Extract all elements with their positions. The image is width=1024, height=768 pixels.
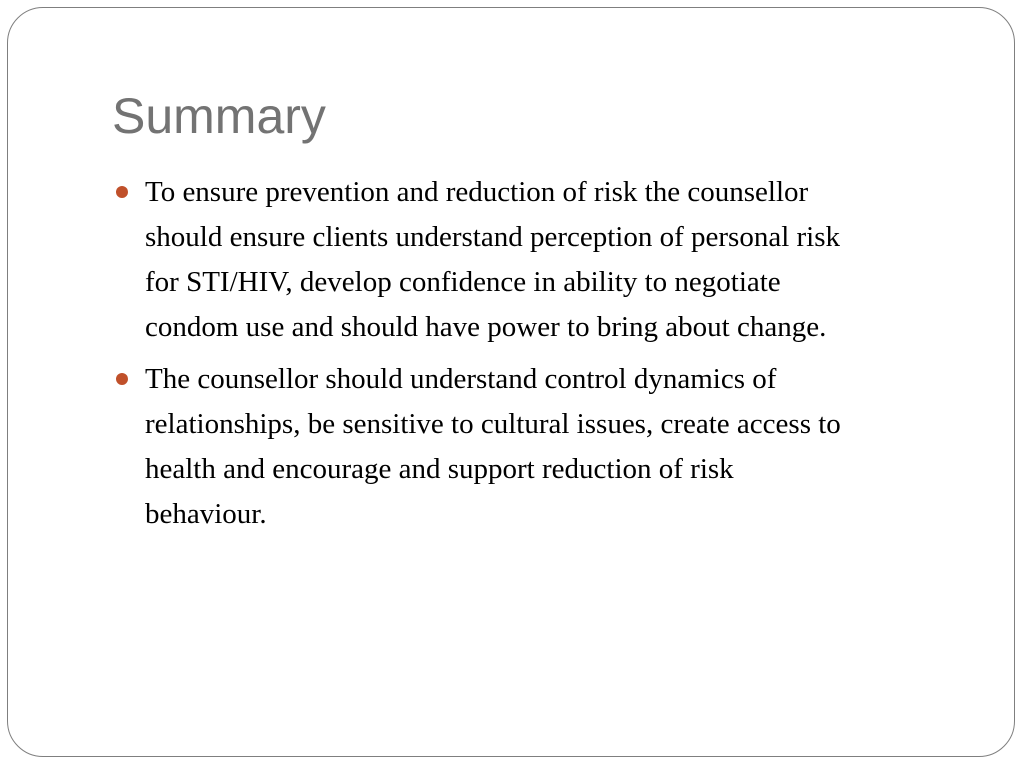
slide (7, 7, 1015, 757)
bullet-line: health and encourage and support reduction of risk (145, 453, 734, 485)
bullet-item (114, 170, 954, 350)
bullet-dot-icon (116, 186, 128, 198)
bullet-list (114, 170, 954, 544)
bullet-line: condom use and should have power to bring about change. (145, 311, 827, 343)
bullet-dot-icon (116, 373, 128, 385)
bullet-line: To ensure prevention and reduction of risk the counsellor (145, 176, 809, 208)
bullet-line: behaviour. (145, 498, 267, 530)
bullet-item (114, 357, 954, 537)
bullet-line: relationships, be sensitive to cultural issues, create access to (145, 408, 841, 440)
bullet-line: for STI/HIV, develop confidence in ability to negotiate (145, 266, 781, 298)
bullet-line: should ensure clients understand perception of personal risk (145, 221, 841, 253)
slide-title: Summary (112, 88, 326, 144)
bullet-line: The counsellor should understand control dynamics of (145, 363, 777, 395)
